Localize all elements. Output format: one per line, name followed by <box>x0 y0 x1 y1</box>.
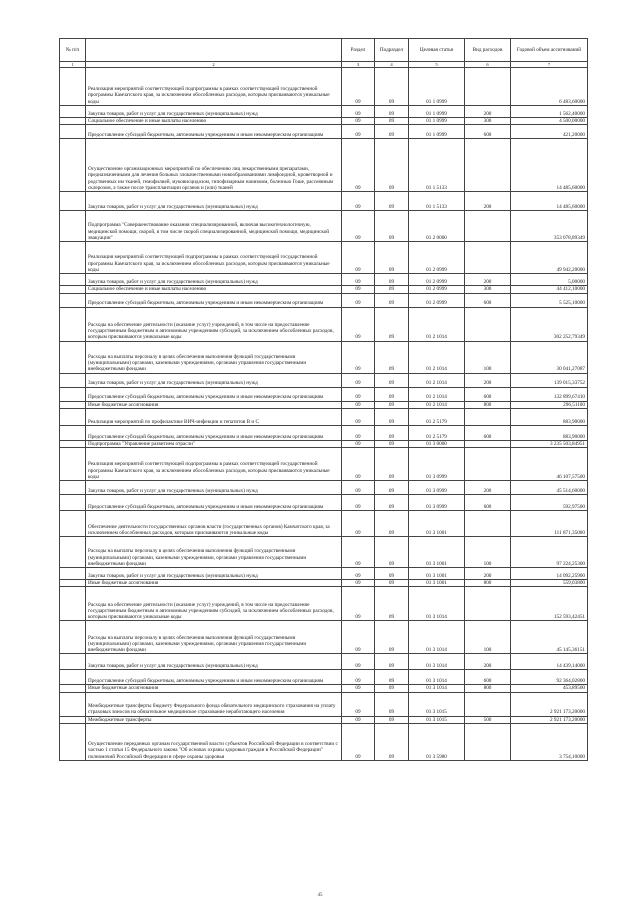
cell-podrazdel: 09 <box>375 139 409 192</box>
header-num: № п/п <box>60 39 86 62</box>
cell-name: Закупка товаров, работ и услуг для государственных (муниципальных) нужд <box>86 373 342 387</box>
cell-razdel: 09 <box>342 106 375 118</box>
cell-razdel: 09 <box>342 685 375 692</box>
cell-amount: 45 145,36151 <box>511 621 588 654</box>
cell-num <box>60 211 86 242</box>
table-row <box>60 425 588 440</box>
cell-razdel: 09 <box>342 724 375 761</box>
cell-name: Социальное обеспечение и иные выплаты населению <box>86 286 342 293</box>
column-number: 5 <box>409 62 465 68</box>
cell-amount: 559,03800 <box>511 580 588 587</box>
column-number: 3 <box>342 62 375 68</box>
cell-name: Реализация мероприятий по профилактике ВИЧ-инфекции и гепатитов B и C <box>86 408 342 425</box>
cell-razdel: 09 <box>342 387 375 401</box>
cell-podrazdel: 09 <box>375 568 409 580</box>
cell-name: Осуществление переданных органам государственной власти субъектов Российской Федерации в соответствии с частью 1 статьи 15 Федерального закона "Об основах охраны здоровья граждан в Российской Федерации" полномочий Российской Федерации в сфере охраны здоровья <box>86 724 342 761</box>
cell-name: Межбюджетные трансферты бюджету Федерального фонда обязательного медицинского страхования на уплату страховых взносов на обязательное медицинское страхование неработающего населения <box>86 692 342 716</box>
cell-amount: 5,00000 <box>511 274 588 286</box>
cell-podrazdel: 09 <box>375 373 409 387</box>
cell-podrazdel: 09 <box>375 118 409 125</box>
cell-target-article: 01 1 0999 <box>409 68 465 106</box>
cell-name: Расходы на выплаты персоналу в целях обеспечения выполнения функций государственными (муниципальными) органами, казенными учреждениями, органами управления государственными внебюджетными фондами <box>86 537 342 568</box>
table-row <box>60 692 588 716</box>
table-header-row <box>60 39 588 62</box>
cell-name: Иные бюджетные ассигнования <box>86 580 342 587</box>
cell-target-article: 01 3 0999 <box>409 448 465 481</box>
table-row <box>60 242 588 274</box>
cell-num <box>60 692 86 716</box>
cell-podrazdel: 09 <box>375 293 409 307</box>
cell-expense-type: 200 <box>465 568 511 580</box>
cell-amount: 6 483,60000 <box>511 68 588 106</box>
cell-expense-type: 600 <box>465 670 511 685</box>
cell-podrazdel: 09 <box>375 670 409 685</box>
cell-target-article: 01 1 0999 <box>409 125 465 139</box>
cell-num <box>60 387 86 401</box>
table-row <box>60 580 588 587</box>
cell-num <box>60 341 86 373</box>
cell-razdel: 09 <box>342 139 375 192</box>
cell-name: Предоставление субсидий бюджетным, автономным учреждениям и иным некоммерческим организациям <box>86 425 342 440</box>
cell-num <box>60 481 86 495</box>
column-number: 7 <box>511 62 588 68</box>
cell-razdel: 09 <box>342 537 375 568</box>
cell-expense-type: 100 <box>465 341 511 373</box>
cell-name: Подпрограмма "Совершенствование оказания специализированной, включая высокотехнологичную, медицинской помощи, скорой, в том числе скорой специализированной, медицинской помощи, медицинской эвакуации" <box>86 211 342 242</box>
table-row <box>60 211 588 242</box>
table-row <box>60 125 588 139</box>
cell-razdel: 09 <box>342 495 375 511</box>
cell-razdel: 09 <box>342 692 375 716</box>
cell-name: Иные бюджетные ассигнования <box>86 685 342 692</box>
cell-amount: 152 593,42451 <box>511 587 588 621</box>
cell-target-article: 01 2 0999 <box>409 274 465 286</box>
cell-num <box>60 537 86 568</box>
cell-target-article: 01 3 1001 <box>409 537 465 568</box>
cell-target-article: 01 1 0999 <box>409 118 465 125</box>
cell-num <box>60 440 86 447</box>
table-row <box>60 654 588 670</box>
cell-name: Реализация мероприятий соответствующей подпрограммы в рамках соответствующей государственной программы Камчатского края, за исключением обособленных расходов, которым присваиваются уникальные коды <box>86 68 342 106</box>
cell-num <box>60 580 86 587</box>
cell-amount: 49 942,20000 <box>511 242 588 274</box>
table-body <box>60 68 588 761</box>
cell-razdel: 09 <box>342 274 375 286</box>
cell-target-article: 01 3 0999 <box>409 481 465 495</box>
cell-podrazdel: 09 <box>375 68 409 106</box>
cell-name: Расходы на выплаты персоналу в целях обеспечения выполнения функций государственными (муниципальными) органами, казенными учреждениями, органами управления государственными внебюджетными фондами <box>86 341 342 373</box>
cell-target-article: 01 2 1014 <box>409 373 465 387</box>
cell-amount: 45 514,60000 <box>511 481 588 495</box>
cell-target-article: 01 2 0999 <box>409 293 465 307</box>
cell-amount: 132 899,67410 <box>511 387 588 401</box>
cell-razdel: 09 <box>342 373 375 387</box>
cell-amount: 3 235 503,84951 <box>511 440 588 447</box>
cell-amount: 4 500,00000 <box>511 118 588 125</box>
cell-name: Закупка товаров, работ и услуг для государственных (муниципальных) нужд <box>86 481 342 495</box>
cell-target-article: 01 3 0000 <box>409 440 465 447</box>
cell-razdel: 09 <box>342 670 375 685</box>
cell-expense-type: 200 <box>465 654 511 670</box>
cell-podrazdel: 09 <box>375 408 409 425</box>
cell-amount: 46 107,57500 <box>511 448 588 481</box>
table-row <box>60 621 588 654</box>
cell-name: Закупка товаров, работ и услуг для государственных (муниципальных) нужд <box>86 274 342 286</box>
table-row <box>60 568 588 580</box>
table-row <box>60 440 588 447</box>
cell-podrazdel: 09 <box>375 387 409 401</box>
cell-expense-type <box>465 68 511 106</box>
table-row <box>60 724 588 761</box>
cell-target-article: 01 1 0999 <box>409 106 465 118</box>
cell-num <box>60 724 86 761</box>
cell-name: Расходы на обеспечение деятельности (оказание услуг) учреждений, в том числе на предоставление государственным бюджетным и автономным учреждениям субсидий, за исключением обособленных расходов, которым присваиваются уникальные коды <box>86 307 342 341</box>
cell-name: Предоставление субсидий бюджетным, автономным учреждениям и иным некоммерческим организациям <box>86 670 342 685</box>
table-row <box>60 716 588 723</box>
cell-razdel: 09 <box>342 568 375 580</box>
cell-amount: 2 921 173,20000 <box>511 716 588 723</box>
cell-name: Социальное обеспечение и иные выплаты населению <box>86 118 342 125</box>
column-number: 4 <box>375 62 409 68</box>
cell-expense-type: 200 <box>465 274 511 286</box>
cell-podrazdel: 09 <box>375 106 409 118</box>
cell-razdel: 09 <box>342 511 375 537</box>
cell-podrazdel: 09 <box>375 341 409 373</box>
cell-podrazdel: 09 <box>375 448 409 481</box>
table-row <box>60 587 588 621</box>
cell-name: Предоставление субсидий бюджетным, автономным учреждениям и иным некоммерческим организациям <box>86 387 342 401</box>
cell-name: Реализация мероприятий соответствующей подпрограммы в рамках соответствующей государственной программы Камчатского края, за исключением обособленных расходов, которым присваиваются уникальные коды <box>86 242 342 274</box>
cell-razdel: 09 <box>342 716 375 723</box>
cell-amount: 44 412,10000 <box>511 286 588 293</box>
cell-expense-type: 500 <box>465 716 511 723</box>
cell-name: Реализация мероприятий соответствующей подпрограммы в рамках соответствующей государственной программы Камчатского края, за исключением обособленных расходов, которым присваиваются уникальные коды <box>86 448 342 481</box>
table-row <box>60 192 588 211</box>
cell-razdel: 09 <box>342 192 375 211</box>
cell-amount: 14 485,60000 <box>511 192 588 211</box>
table-row <box>60 481 588 495</box>
cell-num <box>60 118 86 125</box>
cell-target-article: 01 3 1001 <box>409 580 465 587</box>
cell-expense-type <box>465 408 511 425</box>
header-razdel: Раздел <box>342 39 375 62</box>
cell-name: Закупка товаров, работ и услуг для государственных (муниципальных) нужд <box>86 654 342 670</box>
cell-expense-type: 300 <box>465 286 511 293</box>
cell-podrazdel: 09 <box>375 511 409 537</box>
cell-expense-type <box>465 242 511 274</box>
table-row <box>60 286 588 293</box>
cell-podrazdel: 09 <box>375 724 409 761</box>
cell-razdel: 09 <box>342 408 375 425</box>
cell-podrazdel: 09 <box>375 621 409 654</box>
cell-num <box>60 425 86 440</box>
cell-expense-type: 600 <box>465 293 511 307</box>
cell-target-article: 01 3 1001 <box>409 568 465 580</box>
cell-target-article: 01 2 1014 <box>409 387 465 401</box>
cell-target-article: 01 3 0999 <box>409 495 465 511</box>
cell-expense-type <box>465 440 511 447</box>
cell-target-article: 01 2 0999 <box>409 242 465 274</box>
cell-name: Предоставление субсидий бюджетным, автономным учреждениям и иным некоммерческим организациям <box>86 293 342 307</box>
cell-num <box>60 448 86 481</box>
cell-name: Межбюджетные трансферты <box>86 716 342 723</box>
cell-target-article: 01 2 5179 <box>409 408 465 425</box>
cell-amount: 2 921 173,20000 <box>511 692 588 716</box>
cell-name: Осуществление организационных мероприятий по обеспечению лиц лекарственными препаратами, предназначенными для лечения больных злокачественными новообразованиями лимфоидной, кроветворной и родственных им тканей, гемофилией, муковисцидозом, гипофизарным нанизмом, болезнью Гоше, рассеянным склерозом, а также после трансплантации органов и (или) тканей <box>86 139 342 192</box>
cell-razdel: 09 <box>342 587 375 621</box>
cell-expense-type <box>465 139 511 192</box>
cell-amount: 30 041,27087 <box>511 341 588 373</box>
cell-expense-type <box>465 587 511 621</box>
cell-razdel: 09 <box>342 580 375 587</box>
cell-amount: 92 364,02800 <box>511 670 588 685</box>
cell-amount: 421,20000 <box>511 125 588 139</box>
cell-razdel: 09 <box>342 286 375 293</box>
cell-num <box>60 373 86 387</box>
cell-podrazdel: 09 <box>375 716 409 723</box>
cell-razdel: 09 <box>342 68 375 106</box>
cell-amount: 111 871,35000 <box>511 511 588 537</box>
table-row <box>60 373 588 387</box>
cell-amount: 353 078,89349 <box>511 211 588 242</box>
header-target-article: Целевая статья <box>409 39 465 62</box>
column-number: 6 <box>465 62 511 68</box>
cell-podrazdel: 09 <box>375 286 409 293</box>
table-row <box>60 408 588 425</box>
cell-name: Подпрограмма "Управление развитием отрасли" <box>86 440 342 447</box>
cell-target-article: 01 1 5133 <box>409 192 465 211</box>
cell-expense-type: 200 <box>465 192 511 211</box>
cell-num <box>60 307 86 341</box>
cell-expense-type <box>465 448 511 481</box>
cell-amount: 14 439,14000 <box>511 654 588 670</box>
table-row <box>60 68 588 106</box>
cell-num <box>60 68 86 106</box>
cell-target-article: 01 2 1014 <box>409 341 465 373</box>
cell-target-article: 01 3 5980 <box>409 724 465 761</box>
header-name <box>86 39 342 62</box>
table-row <box>60 106 588 118</box>
cell-num <box>60 685 86 692</box>
cell-num <box>60 408 86 425</box>
cell-expense-type <box>465 511 511 537</box>
cell-target-article: 01 3 1015 <box>409 692 465 716</box>
cell-num <box>60 654 86 670</box>
cell-amount: 139 015,33752 <box>511 373 588 387</box>
cell-podrazdel: 09 <box>375 692 409 716</box>
cell-amount: 302 252,79349 <box>511 307 588 341</box>
cell-razdel: 09 <box>342 448 375 481</box>
cell-razdel: 09 <box>342 118 375 125</box>
cell-podrazdel: 09 <box>375 537 409 568</box>
budget-table <box>59 38 588 761</box>
cell-target-article: 01 2 5179 <box>409 425 465 440</box>
cell-expense-type <box>465 307 511 341</box>
header-annual-amount: Годовой объем ассигнований <box>511 39 588 62</box>
table-row <box>60 401 588 408</box>
cell-podrazdel: 09 <box>375 192 409 211</box>
cell-num <box>60 293 86 307</box>
table-row <box>60 307 588 341</box>
column-number: 2 <box>86 62 342 68</box>
cell-name: Закупка товаров, работ и услуг для государственных (муниципальных) нужд <box>86 106 342 118</box>
cell-amount: 14 092,25900 <box>511 568 588 580</box>
table-row <box>60 495 588 511</box>
cell-name: Закупка товаров, работ и услуг для государственных (муниципальных) нужд <box>86 568 342 580</box>
cell-podrazdel: 09 <box>375 274 409 286</box>
cell-podrazdel: 09 <box>375 211 409 242</box>
cell-num <box>60 242 86 274</box>
cell-podrazdel: 09 <box>375 125 409 139</box>
table-row <box>60 341 588 373</box>
cell-razdel: 09 <box>342 125 375 139</box>
cell-amount: 883,90000 <box>511 425 588 440</box>
cell-expense-type <box>465 692 511 716</box>
table-row <box>60 511 588 537</box>
table-row <box>60 293 588 307</box>
cell-name: Закупка товаров, работ и услуг для государственных (муниципальных) нужд <box>86 192 342 211</box>
cell-amount: 592,97500 <box>511 495 588 511</box>
cell-razdel: 09 <box>342 440 375 447</box>
cell-razdel: 09 <box>342 481 375 495</box>
cell-target-article: 01 2 0999 <box>409 286 465 293</box>
cell-num <box>60 286 86 293</box>
cell-num <box>60 621 86 654</box>
cell-podrazdel: 09 <box>375 587 409 621</box>
cell-razdel: 09 <box>342 621 375 654</box>
cell-razdel: 09 <box>342 425 375 440</box>
column-number: 1 <box>60 62 86 68</box>
cell-target-article: 01 2 1014 <box>409 307 465 341</box>
cell-target-article: 01 3 1014 <box>409 654 465 670</box>
cell-target-article: 01 2 0000 <box>409 211 465 242</box>
cell-num <box>60 568 86 580</box>
cell-num <box>60 495 86 511</box>
cell-target-article: 01 3 1014 <box>409 587 465 621</box>
cell-expense-type: 600 <box>465 387 511 401</box>
cell-num <box>60 511 86 537</box>
budget-table-page <box>59 38 587 761</box>
cell-target-article: 01 3 1001 <box>409 511 465 537</box>
cell-amount: 14 485,60000 <box>511 139 588 192</box>
cell-razdel: 09 <box>342 341 375 373</box>
cell-num <box>60 192 86 211</box>
page-number: 45 <box>317 893 323 898</box>
cell-amount: 97 224,25300 <box>511 537 588 568</box>
cell-num <box>60 125 86 139</box>
cell-razdel: 09 <box>342 242 375 274</box>
cell-num <box>60 670 86 685</box>
cell-expense-type: 600 <box>465 125 511 139</box>
cell-podrazdel: 09 <box>375 307 409 341</box>
cell-expense-type: 800 <box>465 401 511 408</box>
cell-podrazdel: 09 <box>375 440 409 447</box>
cell-num <box>60 587 86 621</box>
table-row <box>60 387 588 401</box>
cell-num <box>60 106 86 118</box>
table-row <box>60 670 588 685</box>
cell-razdel: 09 <box>342 293 375 307</box>
cell-expense-type: 800 <box>465 685 511 692</box>
cell-expense-type: 100 <box>465 621 511 654</box>
cell-name: Предоставление субсидий бюджетным, автономным учреждениям и иным некоммерческим организациям <box>86 495 342 511</box>
cell-target-article: 01 3 1014 <box>409 685 465 692</box>
cell-expense-type: 100 <box>465 537 511 568</box>
cell-amount: 1 562,40000 <box>511 106 588 118</box>
table-row <box>60 139 588 192</box>
cell-podrazdel: 09 <box>375 425 409 440</box>
cell-podrazdel: 09 <box>375 401 409 408</box>
header-expense-type: Вид расходов <box>465 39 511 62</box>
cell-target-article: 01 3 1014 <box>409 670 465 685</box>
cell-name: Иные бюджетные ассигнования <box>86 401 342 408</box>
cell-amount: 3 754,10000 <box>511 724 588 761</box>
cell-razdel: 09 <box>342 307 375 341</box>
cell-podrazdel: 09 <box>375 495 409 511</box>
cell-name: Расходы на выплаты персоналу в целях обеспечения выполнения функций государственными (муниципальными) органами, казенными учреждениями, органами управления государственными внебюджетными фондами <box>86 621 342 654</box>
cell-num <box>60 274 86 286</box>
cell-expense-type <box>465 724 511 761</box>
cell-name: Предоставление субсидий бюджетным, автономным учреждениям и иным некоммерческим организациям <box>86 125 342 139</box>
cell-amount: 453,89500 <box>511 685 588 692</box>
cell-num <box>60 139 86 192</box>
cell-expense-type: 200 <box>465 481 511 495</box>
cell-razdel: 09 <box>342 654 375 670</box>
cell-expense-type: 200 <box>465 106 511 118</box>
table-row <box>60 274 588 286</box>
cell-razdel: 09 <box>342 401 375 408</box>
table-row <box>60 118 588 125</box>
cell-podrazdel: 09 <box>375 481 409 495</box>
header-podrazdel: Подраздел <box>375 39 409 62</box>
cell-amount: 5 525,10000 <box>511 293 588 307</box>
cell-target-article: 01 3 1014 <box>409 621 465 654</box>
cell-podrazdel: 09 <box>375 242 409 274</box>
cell-razdel: 09 <box>342 211 375 242</box>
table-row <box>60 537 588 568</box>
cell-amount: 883,90000 <box>511 408 588 425</box>
cell-expense-type: 600 <box>465 495 511 511</box>
table-row <box>60 685 588 692</box>
cell-expense-type: 200 <box>465 373 511 387</box>
cell-target-article: 01 3 1015 <box>409 716 465 723</box>
cell-name: Обеспечение деятельности государственных органов власти (государственных органов) Камчатского края, за исключением обособленных расходов, которым присваиваются уникальные коды <box>86 511 342 537</box>
cell-expense-type: 600 <box>465 425 511 440</box>
cell-num <box>60 716 86 723</box>
cell-name: Расходы на обеспечение деятельности (оказание услуг) учреждений, в том числе на предоставление государственным бюджетным и автономным учреждениям субсидий, за исключением обособленных расходов, которым присваиваются уникальные коды <box>86 587 342 621</box>
cell-num <box>60 401 86 408</box>
cell-target-article: 01 2 1014 <box>409 401 465 408</box>
cell-target-article: 01 1 5133 <box>409 139 465 192</box>
cell-expense-type: 800 <box>465 580 511 587</box>
cell-expense-type <box>465 211 511 242</box>
cell-expense-type: 300 <box>465 118 511 125</box>
table-row <box>60 448 588 481</box>
cell-podrazdel: 09 <box>375 685 409 692</box>
cell-podrazdel: 09 <box>375 580 409 587</box>
cell-amount: 296,51100 <box>511 401 588 408</box>
cell-podrazdel: 09 <box>375 654 409 670</box>
